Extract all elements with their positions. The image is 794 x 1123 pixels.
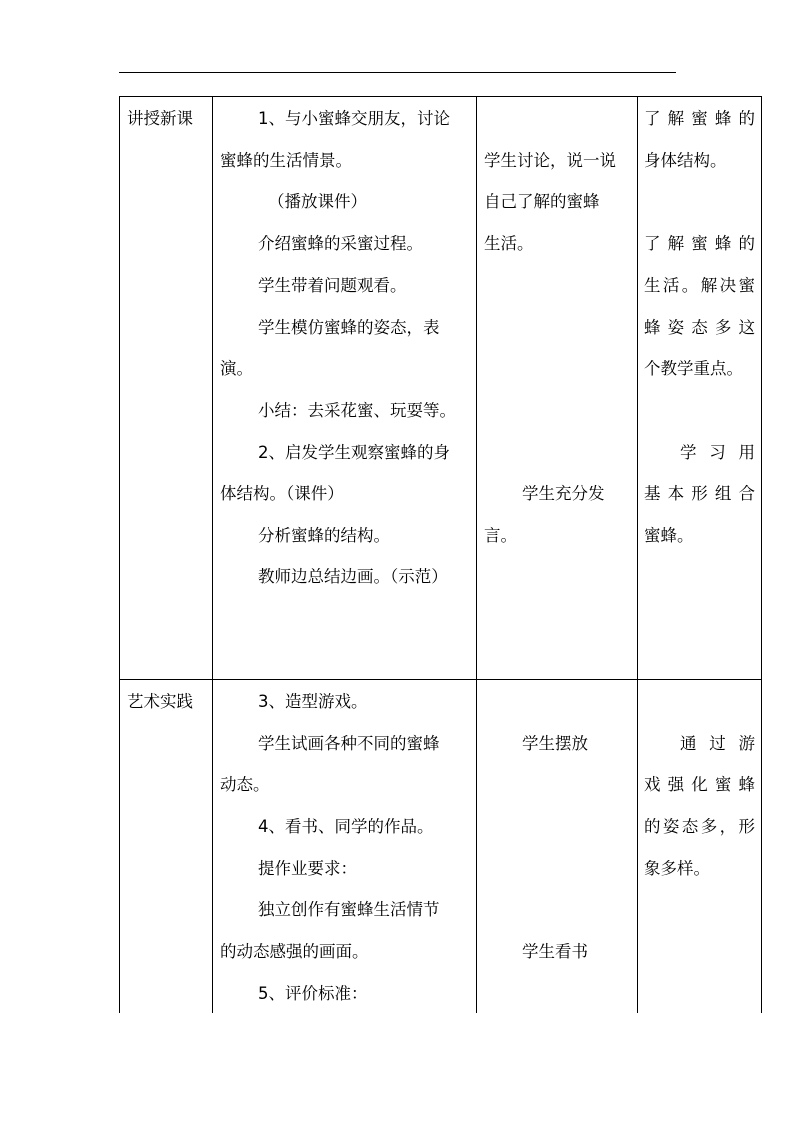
teacher-line: 动态。 — [220, 775, 270, 794]
teacher-line: 学生模仿蜜蜂的姿态，表 — [258, 318, 440, 337]
header-rule — [119, 72, 676, 73]
teacher-line: 4、看书、同学的作品。 — [258, 817, 434, 836]
teacher-line: 的动态感强的画面。 — [220, 942, 369, 961]
teacher-line: 2、启发学生观察蜜蜂的身 — [258, 443, 450, 462]
table-border-left — [119, 96, 120, 1013]
purpose-line: 戏强化蜜蜂 — [644, 775, 755, 794]
column-divider-3 — [637, 96, 638, 1013]
stage-label: 讲授新课 — [127, 109, 193, 128]
teacher-line: 提作业要求： — [258, 859, 357, 878]
purpose-line: 蜂姿态多这 — [644, 318, 755, 337]
student-line: 学生摆放 — [522, 734, 588, 753]
purpose-line: 通过游 — [680, 734, 755, 753]
teacher-line: 小结：去采花蜜、玩耍等。 — [258, 401, 456, 420]
teacher-line: 介绍蜜蜂的采蜜过程。 — [258, 234, 423, 253]
purpose-line: 个教学重点。 — [644, 359, 743, 378]
purpose-line: 学习用 — [680, 443, 755, 462]
purpose-line: 了解蜜蜂的 — [644, 234, 755, 253]
teacher-line: 演。 — [220, 359, 253, 378]
purpose-line: 生活。解决蜜 — [644, 276, 755, 295]
teacher-line: 学生带着问题观看。 — [258, 276, 407, 295]
purpose-line: 基本形组合 — [644, 484, 755, 503]
column-divider-2 — [476, 96, 477, 1013]
student-line: 学生讨论，说一说 — [484, 151, 616, 170]
student-line: 自己了解的蜜蜂 — [484, 192, 600, 211]
row-divider — [119, 679, 762, 680]
purpose-line: 蜜蜂。 — [644, 526, 694, 545]
teacher-line: 学生试画各种不同的蜜蜂 — [258, 734, 440, 753]
teacher-line: 1、与小蜜蜂交朋友，讨论 — [258, 109, 450, 128]
student-line: 言。 — [484, 526, 517, 545]
teacher-line: 3、造型游戏。 — [258, 692, 368, 711]
purpose-line: 身体结构。 — [644, 151, 727, 170]
teacher-line: 体结构。（课件） — [220, 484, 344, 503]
teacher-line: 5、评价标准： — [258, 984, 368, 1003]
teacher-line: 独立创作有蜜蜂生活情节 — [258, 900, 440, 919]
teacher-line: 教师边总结边画。（示范） — [258, 567, 448, 586]
stage-label: 艺术实践 — [127, 692, 193, 711]
column-divider-1 — [212, 96, 213, 1013]
teacher-line: 分析蜜蜂的结构。 — [258, 526, 390, 545]
purpose-line: 了解蜜蜂的 — [644, 109, 755, 128]
table-border-top — [119, 96, 762, 97]
purpose-line: 象多样。 — [644, 859, 710, 878]
teacher-line: 蜜蜂的生活情景。 — [220, 151, 352, 170]
student-line: 生活。 — [484, 234, 534, 253]
purpose-line: 的姿态多，形 — [644, 817, 755, 836]
table-border-right — [761, 96, 762, 1013]
student-line: 学生看书 — [522, 942, 588, 961]
teacher-line: （播放课件） — [268, 192, 367, 211]
student-line: 学生充分发 — [522, 484, 605, 503]
